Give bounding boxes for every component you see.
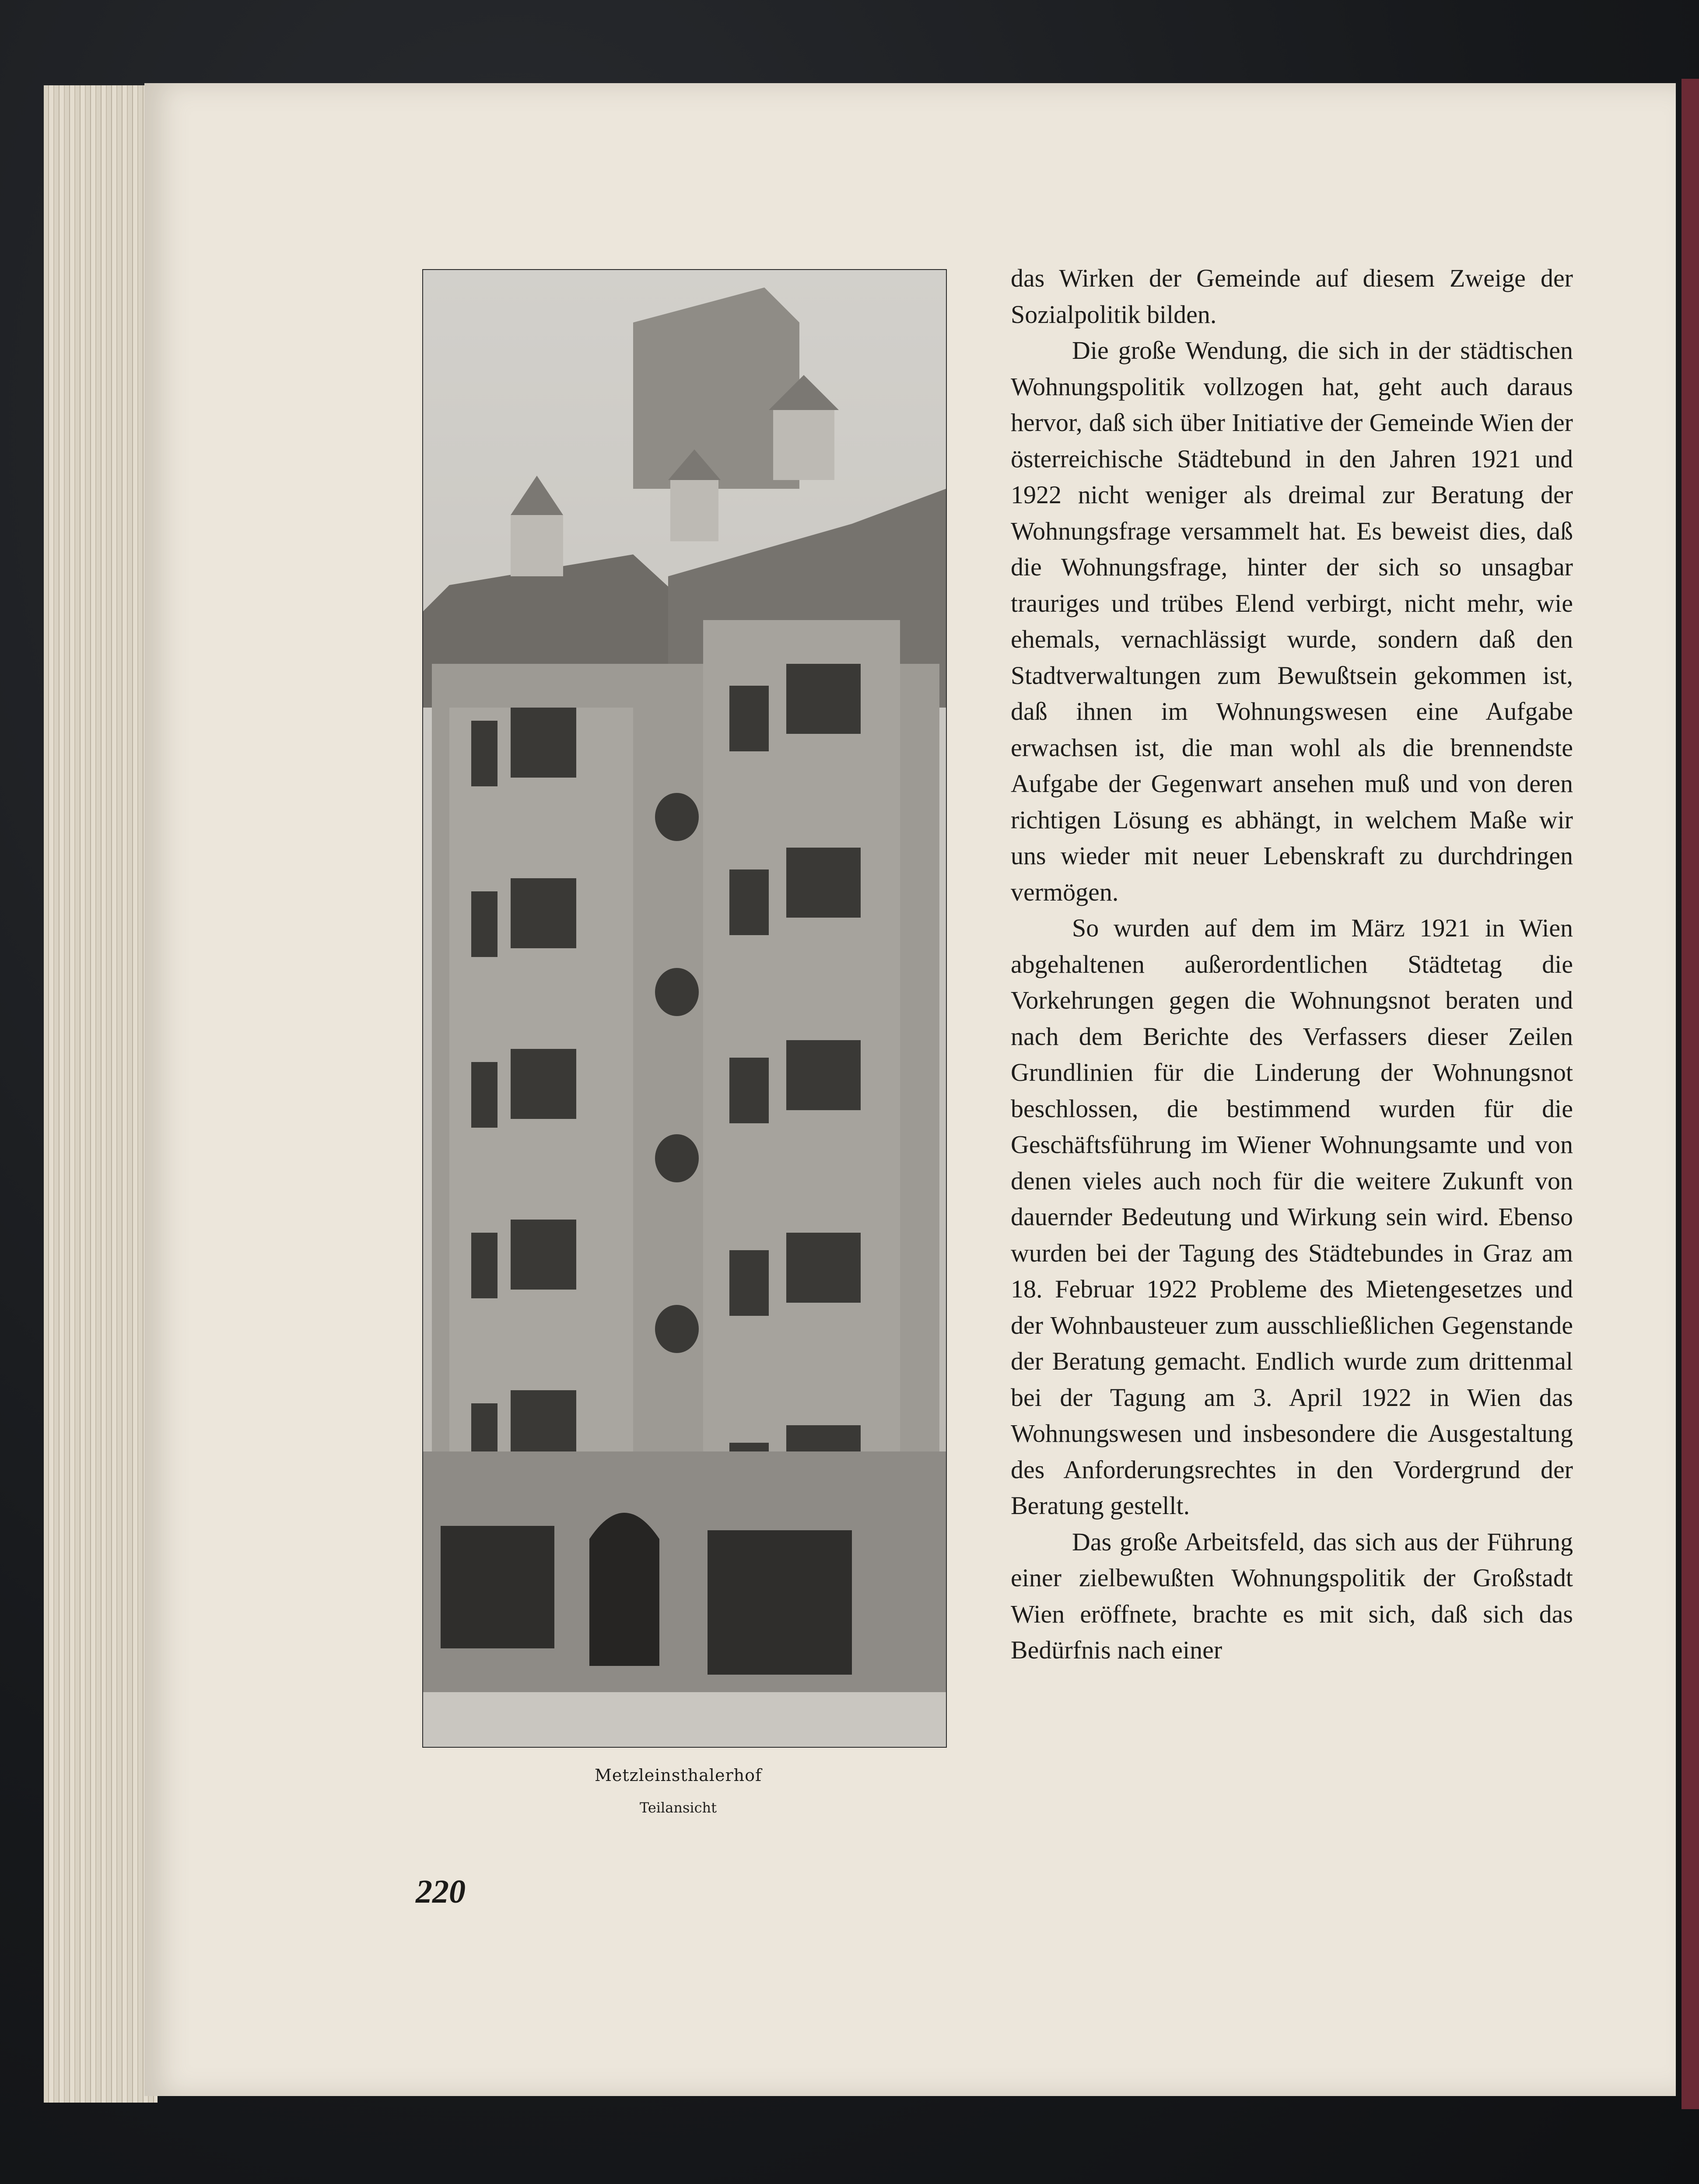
paragraph: So wurden auf dem im März 1921 in Wien abgehaltenen außerordentlichen Städtetag die Vorkehrungen gegen die Wohnungsnot beraten und nach dem Berichte des Verfassers dieser Zeilen Grundlinien für die Linderung der Wohnungsnot beschlossen, die bestimmend wurden für die Geschäftsführung im Wiener Wohnungsamte und von denen vieles auch noch für die weitere Zukunft von dauernder Bedeutung und Wirkung sein wird. Ebenso wurden bei der Tagung des Städtebundes in Graz am 18. Februar 1922 Probleme des Mietengesetzes und der Wohnbausteuer zum ausschließlichen Gegenstande der Beratung gemacht. Endlich wurde zum drittenmal bei der Tagung am 3. April 1922 in Wien das Wohnungswesen und insbesondere die Ausgestaltung des Anforderungsrechtes in den Vordergrund der Beratung gestellt. <box>1011 914 1573 1520</box>
figure-caption-title: Metzleinsthalerhof <box>594 1766 762 1785</box>
book-cover-edge <box>1681 79 1699 2109</box>
body-text-column <box>1011 260 1573 1669</box>
building-photo <box>422 269 947 1748</box>
page-edges <box>44 85 158 2103</box>
paragraph: Die große Wendung, die sich in der städtischen Wohnungspolitik vollzogen hat, geht auch daraus hervor, daß sich über Initiative der Gemeinde Wien der österreichische Städtebund in den Jahren 1921 und 1922 nicht weniger als dreimal zur Beratung der Wohnungsfrage versammelt hat. Es beweist dies, daß die Wohnungsfrage, hinter der sich so unsagbar trauriges und trübes Elend verbirgt, nicht mehr, wie ehemals, vernachlässigt wurde, sondern daß den Stadtverwaltungen zum Bewußtsein gekommen ist, daß ihnen im Wohnungswesen eine Aufgabe erwachsen ist, die man wohl als die brennendste Aufgabe der Gegenwart ansehen muß und von deren richtigen Lösung es abhängt, in welchem Maße wir uns wieder mit neuer Lebenskraft zu durchdringen vermögen. <box>1011 336 1573 906</box>
facade-illustration <box>423 270 946 1747</box>
paragraph: Das große Arbeitsfeld, das sich aus der Führung einer zielbewußten Wohnungspolitik der Großstadt Wien eröffnete, brachte es mit sich, daß sich das Bedürfnis nach einer <box>1011 1527 1573 1664</box>
paragraph: das Wirken der Gemeinde auf diesem Zweige der Sozialpolitik bilden. <box>1011 264 1573 329</box>
page-number: 220 <box>416 1873 466 1910</box>
figure-caption-subtitle: Teilansicht <box>640 1799 717 1816</box>
